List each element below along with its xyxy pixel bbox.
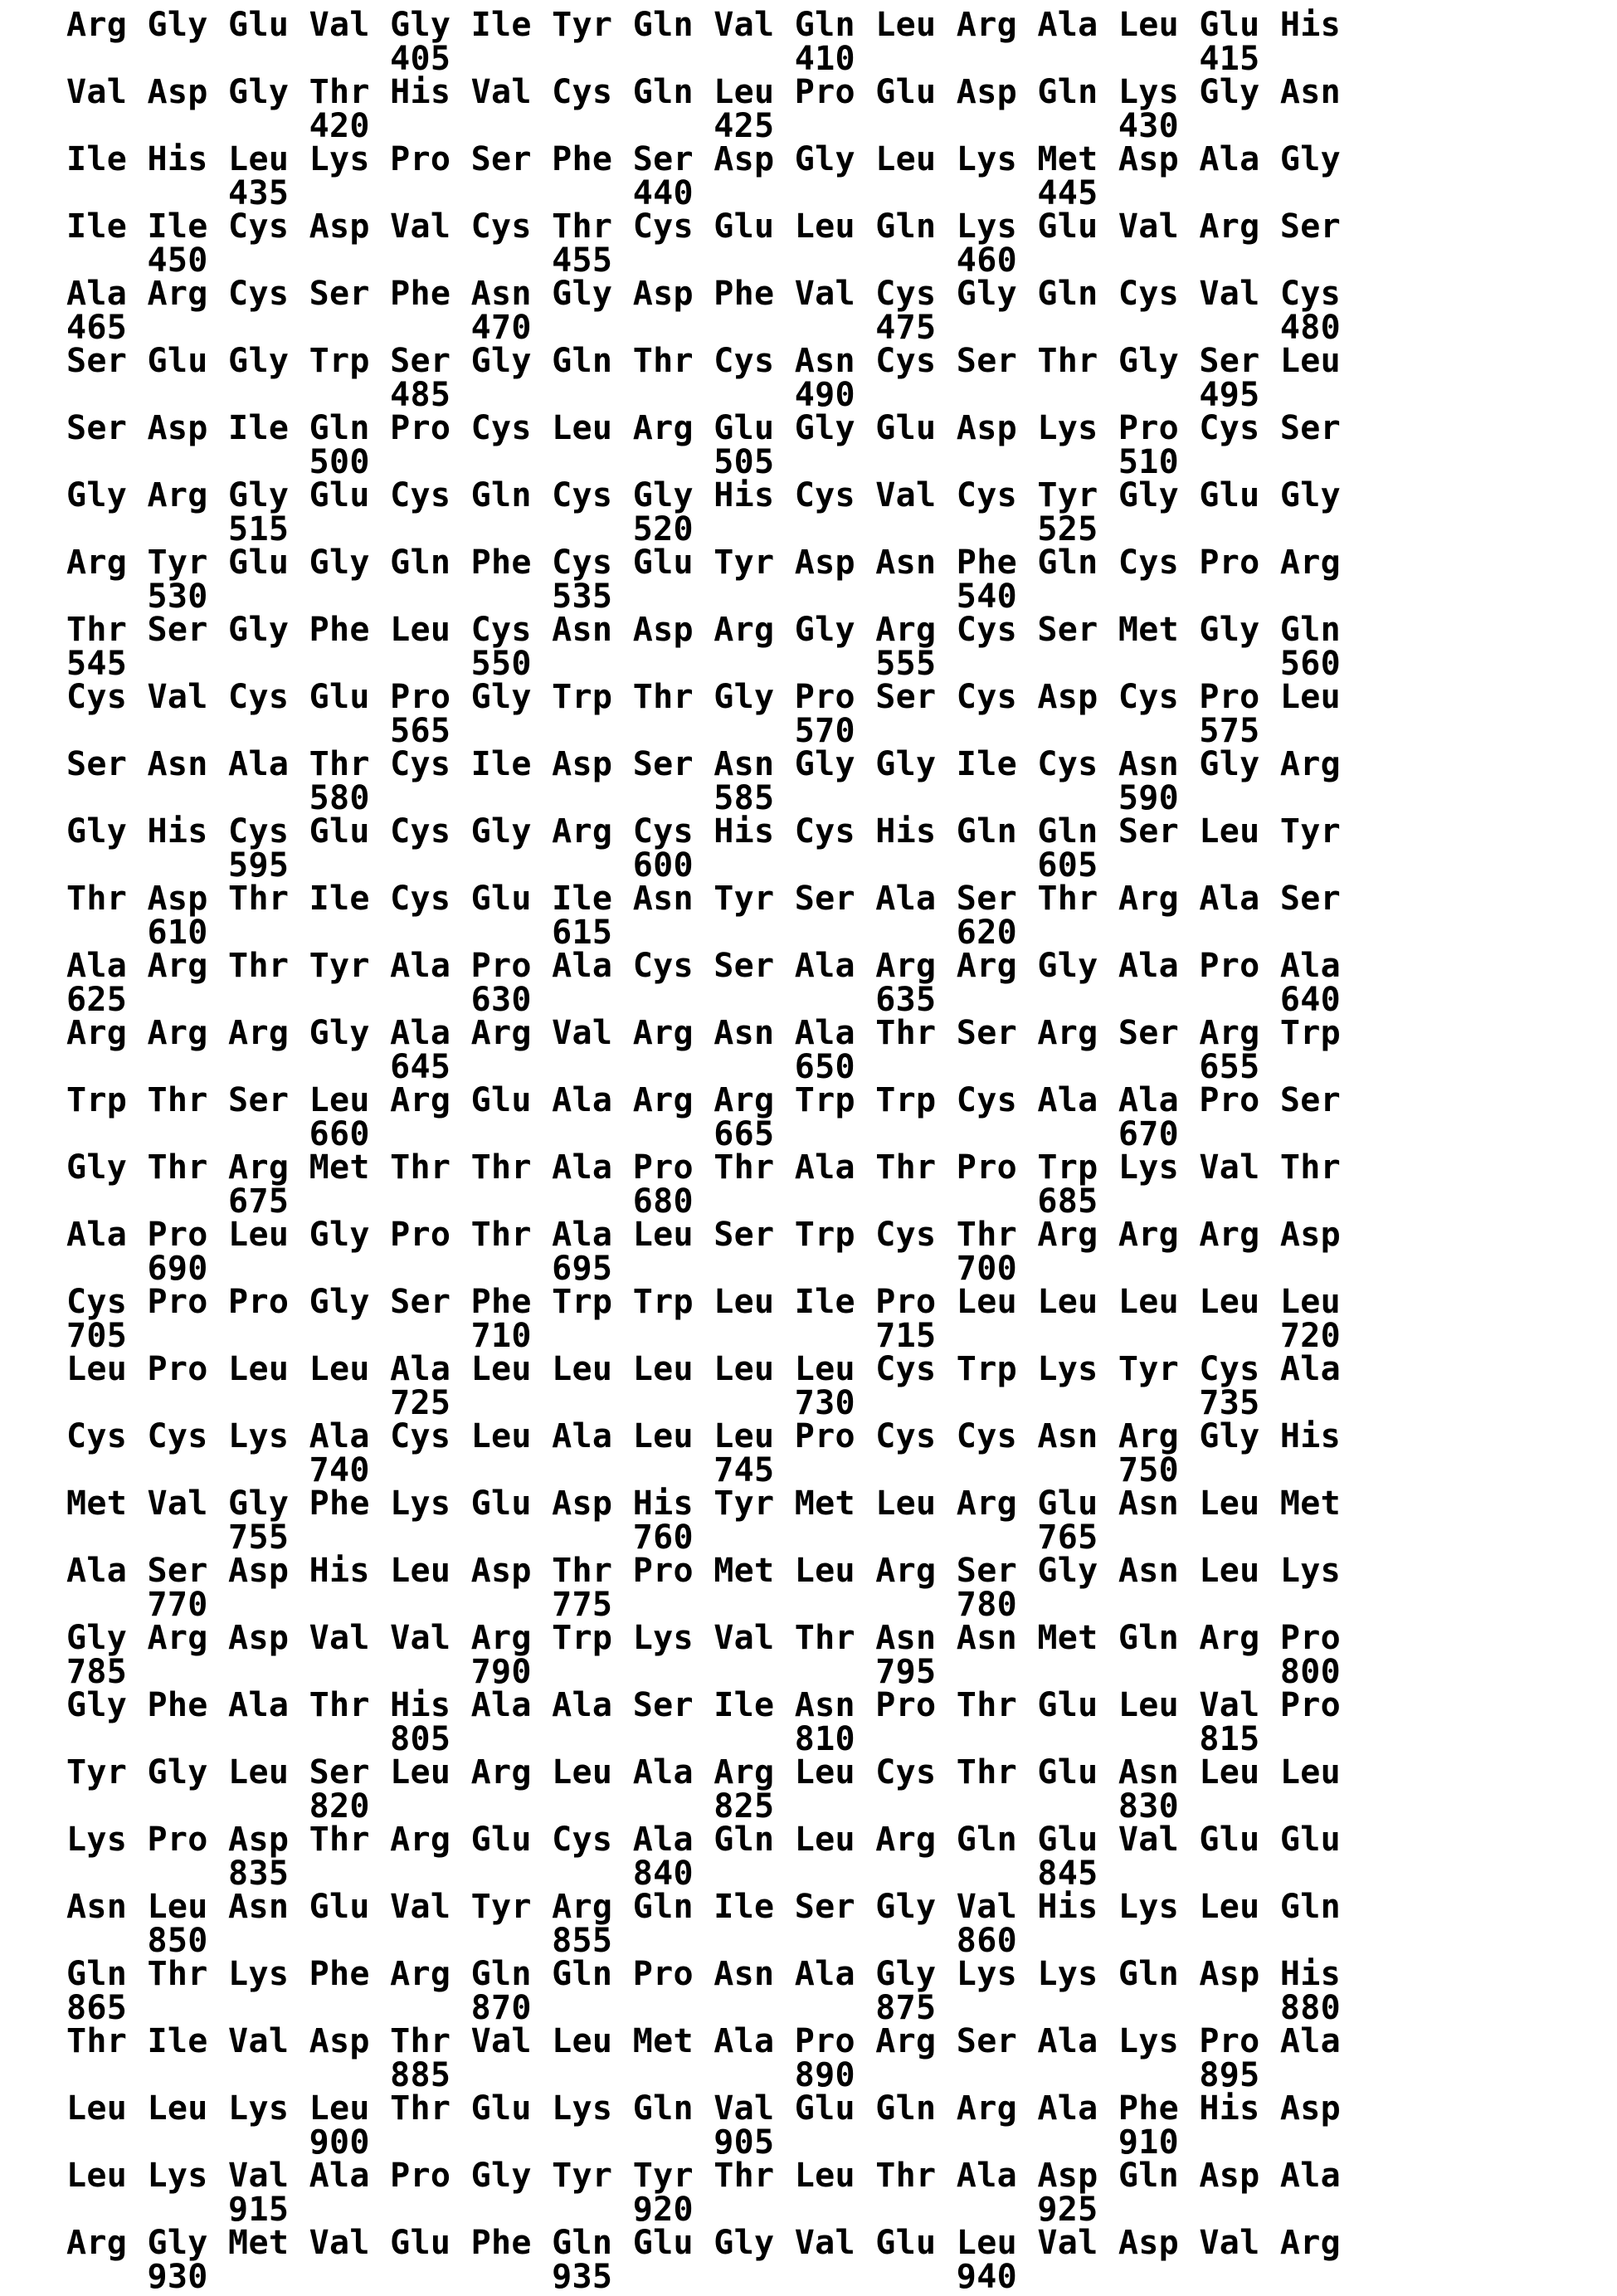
residue-line: Cys Val Cys Glu Pro Gly Trp Thr Gly Pro Ser Cys Asp Cys Pro Leu (66, 678, 1342, 716)
sequence-block (66, 1016, 1617, 1084)
residue-number-line: 740 745 750 (66, 1450, 1342, 1489)
residue-line: Ser Glu Gly Trp Ser Gly Gln Thr Cys Asn Cys Ser Thr Gly Ser Leu (66, 342, 1342, 380)
residue-line: Ala Pro Leu Gly Pro Thr Ala Leu Ser Trp Cys Thr Arg Arg Arg Asp (66, 1216, 1342, 1254)
residue-line: Trp Thr Ser Leu Arg Glu Ala Arg Arg Trp Trp Cys Ala Ala Pro Ser (66, 1081, 1342, 1119)
residue-line: Ser Asn Ala Thr Cys Ile Asp Ser Asn Gly Gly Ile Cys Asn Gly Arg (66, 745, 1342, 783)
residue-line: Arg Arg Arg Gly Ala Arg Val Arg Asn Ala Thr Ser Arg Ser Arg Trp (66, 1014, 1342, 1052)
residue-number-line: 900 905 910 (66, 2123, 1342, 2162)
residue-line: Ile Ile Cys Asp Val Cys Thr Cys Glu Leu Gln Lys Glu Val Arg Ser (66, 207, 1342, 246)
sequence-block (66, 275, 1617, 347)
residue-line: Ile His Leu Lys Pro Ser Phe Ser Asp Gly Leu Lys Met Asp Ala Gly (66, 140, 1342, 178)
residue-line: Leu Leu Lys Leu Thr Glu Lys Gln Val Glu Gln Arg Ala Phe His Asp (66, 2089, 1342, 2128)
residue-line: Cys Pro Pro Gly Ser Phe Trp Trp Leu Ile Pro Leu Leu Leu Leu Leu (66, 1283, 1342, 1321)
sequence-block (66, 1350, 1617, 1422)
residue-number-line: 835 840 845 (66, 1854, 1342, 1893)
sequence-block (66, 812, 1617, 885)
residue-number-line: 450 455 460 (66, 241, 1342, 280)
sequence-block (66, 2157, 1617, 2229)
residue-line: Ser Asp Ile Gln Pro Cys Leu Arg Glu Gly Glu Asp Lys Pro Cys Ser (66, 409, 1342, 447)
sequence-block (66, 476, 1617, 548)
residue-line: Gly His Cys Glu Cys Gly Arg Cys His Cys His Gln Gln Ser Leu Tyr (66, 812, 1342, 851)
residue-number-line: 610 615 620 (66, 913, 1342, 952)
sequence-block (66, 1888, 1617, 1960)
sequence-block (66, 1081, 1617, 1153)
residue-line: Leu Lys Val Ala Pro Gly Tyr Tyr Thr Leu Thr Ala Asp Gln Asp Ala (66, 2157, 1342, 2195)
residue-line: Arg Gly Met Val Glu Phe Gln Glu Gly Val Glu Leu Val Asp Val Arg (66, 2224, 1342, 2262)
residue-number-line: 530 535 540 (66, 577, 1342, 616)
sequence-block (66, 1417, 1617, 1489)
sequence-block (66, 207, 1617, 280)
sequence-block (66, 409, 1617, 481)
sequence-block (66, 1957, 1617, 2025)
residue-number-line: 545 550 555 560 (66, 644, 1342, 683)
sequence-block (66, 1686, 1617, 1758)
sequence-block (66, 1552, 1617, 1624)
residue-number-line: 485 490 495 (66, 375, 1342, 414)
residue-number-line: 805 810 815 (66, 1719, 1342, 1758)
residue-number-line: 725 730 735 (66, 1383, 1342, 1422)
sequence-block (66, 1621, 1617, 1689)
residue-line: Leu Pro Leu Leu Ala Leu Leu Leu Leu Leu Cys Trp Lys Tyr Cys Ala (66, 1350, 1342, 1388)
sequence-block (66, 1216, 1617, 1288)
sequence-block (66, 611, 1617, 683)
sequence-block (66, 2089, 1617, 2162)
residue-number-line: 580 585 590 (66, 778, 1342, 817)
residue-number-line: 500 505 510 (66, 442, 1342, 481)
residue-number-line: 645 650 655 (66, 1047, 1342, 1086)
residue-line: Cys Cys Lys Ala Cys Leu Ala Leu Leu Pro Cys Cys Asn Arg Gly His (66, 1417, 1342, 1455)
residue-line: Gly Arg Asp Val Val Arg Trp Lys Val Thr Asn Asn Met Gln Arg Pro (66, 1619, 1342, 1657)
residue-number-line: 705 710 715 720 (66, 1316, 1342, 1355)
residue-line: Thr Ser Gly Phe Leu Cys Asn Asp Arg Gly Arg Cys Ser Met Gly Gln (66, 611, 1342, 649)
residue-number-line: 850 855 860 (66, 1921, 1342, 1960)
residue-line: Asn Leu Asn Glu Val Tyr Arg Gln Ile Ser Gly Val His Lys Leu Gln (66, 1888, 1342, 1926)
residue-line: Thr Ile Val Asp Thr Val Leu Met Ala Pro Arg Ser Ala Lys Pro Ala (66, 2022, 1342, 2060)
residue-line: Gly Arg Gly Glu Cys Gln Cys Gly His Cys Val Cys Tyr Gly Glu Gly (66, 476, 1342, 514)
sequence-block (66, 1484, 1617, 1557)
residue-number-line: 915 920 925 (66, 2190, 1342, 2229)
residue-line: Gly Thr Arg Met Thr Thr Ala Pro Thr Ala Thr Pro Trp Lys Val Thr (66, 1148, 1342, 1187)
residue-number-line: 675 680 685 (66, 1182, 1342, 1221)
residue-line: Gln Thr Lys Phe Arg Gln Gln Pro Asn Ala Gly Lys Lys Gln Asp His (66, 1955, 1342, 1993)
residue-line: Ala Arg Thr Tyr Ala Pro Ala Cys Ser Ala Arg Arg Gly Ala Pro Ala (66, 947, 1342, 985)
residue-number-line: 820 825 830 (66, 1787, 1342, 1826)
residue-line: Ala Arg Cys Ser Phe Asn Gly Asp Phe Val Cys Gly Gln Cys Val Cys (66, 275, 1342, 313)
residue-line: Gly Phe Ala Thr His Ala Ala Ser Ile Asn Pro Thr Glu Leu Val Pro (66, 1686, 1342, 1724)
residue-number-line: 435 440 445 (66, 173, 1342, 212)
sequence-block (66, 344, 1617, 412)
sequence-block (66, 745, 1617, 817)
residue-number-line: 420 425 430 (66, 106, 1342, 145)
sequence-block (66, 73, 1617, 145)
residue-number-line: 785 790 795 800 (66, 1652, 1342, 1691)
sequence-block (66, 140, 1617, 212)
residue-number-line: 930 935 940 (66, 2257, 1342, 2296)
residue-line: Tyr Gly Leu Ser Leu Arg Leu Ala Arg Leu Cys Thr Glu Asn Leu Leu (66, 1753, 1342, 1791)
residue-line: Arg Tyr Glu Gly Gln Phe Cys Glu Tyr Asp Asn Phe Gln Cys Pro Arg (66, 544, 1342, 582)
sequence-block (66, 1821, 1617, 1893)
residue-line: Thr Asp Thr Ile Cys Glu Ile Asn Tyr Ser Ala Ser Thr Arg Ala Ser (66, 880, 1342, 918)
sequence-block (66, 1148, 1617, 1221)
sequence-block (66, 947, 1617, 1019)
sequence-block (66, 1285, 1617, 1353)
residue-line: Lys Pro Asp Thr Arg Glu Cys Ala Gln Leu Arg Gln Glu Val Glu Glu (66, 1821, 1342, 1859)
residue-line: Ala Ser Asp His Leu Asp Thr Pro Met Leu Arg Ser Gly Asn Leu Lys (66, 1552, 1342, 1590)
residue-number-line: 515 520 525 (66, 509, 1342, 548)
residue-number-line: 660 665 670 (66, 1114, 1342, 1153)
residue-line: Arg Gly Glu Val Gly Ile Tyr Gln Val Gln Leu Arg Ala Leu Glu His (66, 6, 1342, 44)
residue-number-line: 770 775 780 (66, 1585, 1342, 1624)
sequence-block (66, 544, 1617, 616)
sequence-block (66, 2022, 1617, 2094)
sequence-block (66, 8, 1617, 76)
residue-number-line: 595 600 605 (66, 846, 1342, 885)
sequence-block (66, 880, 1617, 952)
residue-number-line: 755 760 765 (66, 1518, 1342, 1557)
residue-number-line: 690 695 700 (66, 1249, 1342, 1288)
residue-number-line: 465 470 475 480 (66, 308, 1342, 347)
sequence-block (66, 1753, 1617, 1826)
residue-number-line: 565 570 575 (66, 711, 1342, 750)
residue-number-line: 885 890 895 (66, 2055, 1342, 2094)
residue-number-line: 625 630 635 640 (66, 980, 1342, 1019)
residue-line: Val Asp Gly Thr His Val Cys Gln Leu Pro Glu Asp Gln Lys Gly Asn (66, 73, 1342, 111)
residue-number-line: 405 410 415 (66, 39, 1342, 78)
residue-line: Met Val Gly Phe Lys Glu Asp His Tyr Met Leu Arg Glu Asn Leu Met (66, 1484, 1342, 1523)
sequence-block (66, 680, 1617, 748)
residue-number-line: 865 870 875 880 (66, 1988, 1342, 2027)
